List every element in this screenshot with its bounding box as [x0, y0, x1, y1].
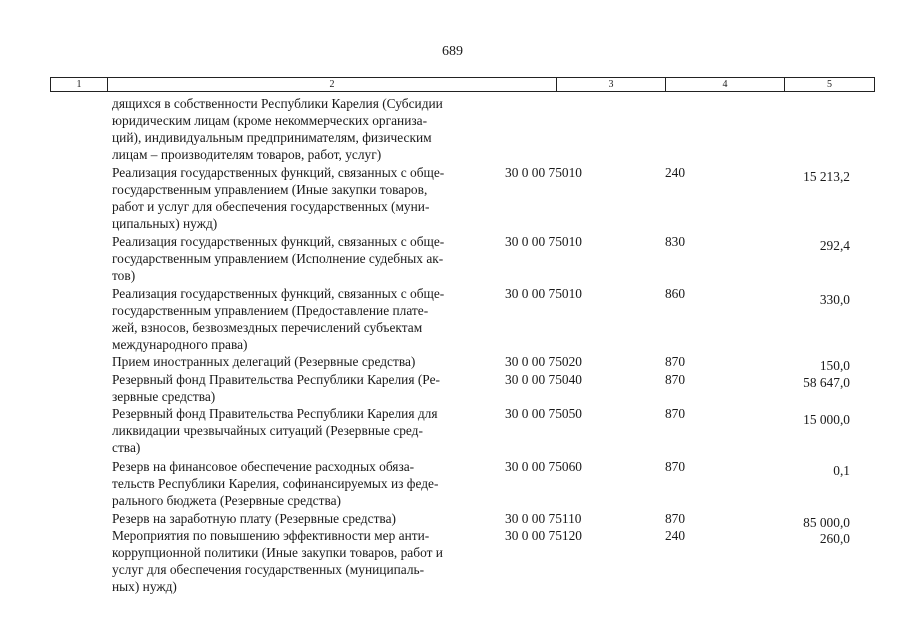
column-header-5: 5 — [827, 79, 832, 90]
row-amount: 15 000,0 — [803, 412, 850, 427]
row-type: 870 — [664, 406, 686, 421]
column-header-4: 4 — [666, 78, 785, 91]
row-description: Реализация государственных функций, связанных с обще- государственным управлением (Иные закупки товаров, работ и услуг для обеспечения государственных (муни- ципальных) нужд) — [112, 165, 445, 231]
row-amount: 15 213,2 — [803, 169, 850, 184]
row-amount: 85 000,0 — [803, 515, 850, 530]
row-description: Резервный фонд Правительства Республики Карелия для ликвидации чрезвычайных ситуаций (Резервные сред- ства) — [112, 406, 438, 455]
row-amount: 150,0 — [819, 358, 850, 373]
row-code: 30 0 00 75050 — [505, 406, 582, 421]
row-code: 30 0 00 75060 — [505, 459, 582, 474]
row-description: Реализация государственных функций, связанных с обще- государственным управлением (Исполнение судебных ак- тов) — [112, 234, 445, 283]
row-description: Резервный фонд Правительства Республики Карелия (Ре- зервные средства) — [112, 372, 440, 404]
row-code: 30 0 00 75110 — [505, 511, 582, 526]
row-amount: 58 647,0 — [803, 375, 850, 390]
row-type: 870 — [664, 459, 686, 474]
row-type: 830 — [664, 234, 686, 249]
row-type: 870 — [664, 372, 686, 387]
row-description: Прием иностранных делегаций (Резервные средства) — [112, 354, 416, 369]
row-amount: 292,4 — [819, 238, 850, 253]
row-description: Реализация государственных функций, связанных с обще- государственным управлением (Предоставление плате- жей, взносов, безвозмездных перечислений субъектам международного права) — [112, 286, 445, 352]
column-header-2: 2 — [108, 78, 557, 91]
row-amount: 330,0 — [819, 292, 850, 307]
row-code: 30 0 00 75040 — [505, 372, 582, 387]
row-type: 240 — [664, 165, 686, 180]
row-type: 240 — [664, 528, 686, 543]
row-code: 30 0 00 75120 — [505, 528, 582, 543]
row-code: 30 0 00 75010 — [505, 234, 582, 249]
row-code: 30 0 00 75010 — [505, 165, 582, 180]
row-description: дящихся в собственности Республики Карелия (Субсидии юридическим лицам (кроме некоммерческих организа- ций), индивидуальным предпринимателям, физическим лицам – производителям товаров, работ, услуг) — [112, 96, 443, 162]
row-amount: 260,0 — [819, 531, 850, 546]
row-code: 30 0 00 75010 — [505, 286, 582, 301]
row-type: 870 — [664, 511, 686, 526]
row-description: Резерв на финансовое обеспечение расходных обяза- тельств Республики Карелия, софинансируемых из феде- рального бюджета (Резервные средства) — [112, 459, 439, 508]
column-header-1: 1 — [51, 78, 108, 91]
row-description: Резерв на заработную плату (Резервные средства) — [112, 511, 396, 526]
row-description: Мероприятия по повышению эффективности мер анти- коррупционной политики (Иные закупки товаров, работ и услуг для обеспечения государственных (муниципаль- ных) нужд) — [112, 528, 443, 594]
row-type: 870 — [664, 354, 686, 369]
table-header — [50, 77, 875, 92]
row-amount: 0,1 — [833, 463, 850, 478]
column-header-3: 3 — [557, 78, 666, 91]
page-number: 689 — [442, 44, 463, 59]
row-type: 860 — [664, 286, 686, 301]
row-code: 30 0 00 75020 — [505, 354, 582, 369]
